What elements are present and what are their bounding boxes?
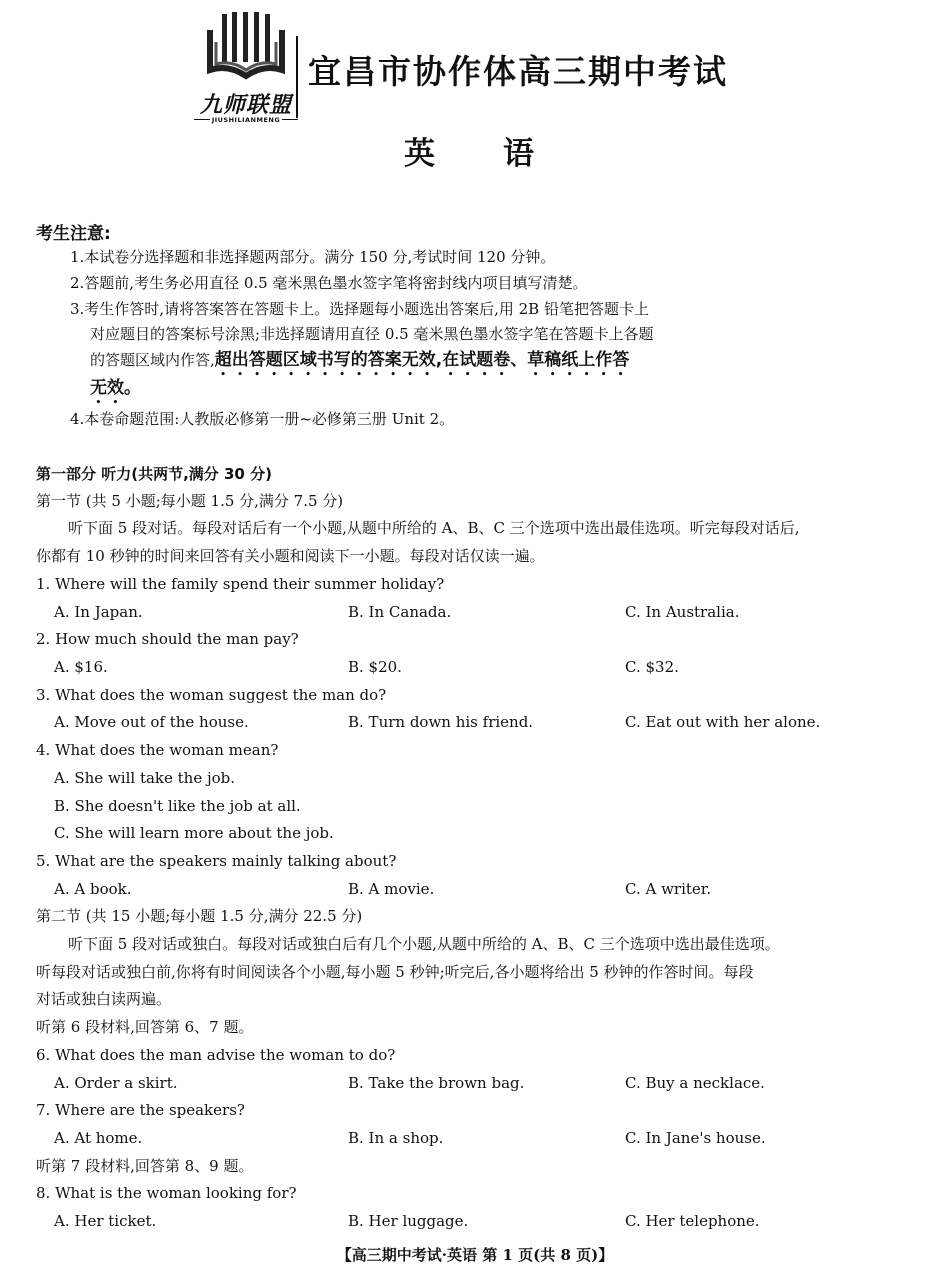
question-7-option-b: B. In a shop. bbox=[348, 1129, 444, 1147]
part1-title: 第一部分 听力(共两节,满分 30 分) bbox=[36, 465, 272, 483]
section2-instructions-1: 听下面 5 段对话或独白。每段对话或独白后有几个小题,从题中所给的 A、B、C 三个选项中选出最佳选项。 bbox=[68, 935, 780, 953]
question-2-option-c: C. $32. bbox=[625, 658, 679, 676]
question-7-option-c: C. In Jane's house. bbox=[625, 1129, 766, 1147]
section1-instructions-2: 你都有 10 秒钟的时间来回答有关小题和阅读下一小题。每段对话仅读一遍。 bbox=[36, 547, 545, 565]
material-7-heading: 听第 7 段材料,回答第 8、9 题。 bbox=[36, 1157, 254, 1175]
section2-instructions-2: 听每段对话或独白前,你将有时间阅读各个小题,每小题 5 秒钟;听完后,各小题将给出 5 秒钟的作答时间。每段 bbox=[36, 963, 754, 981]
question-4-stem: 4. What does the woman mean? bbox=[36, 741, 279, 759]
question-8-option-a: A. Her ticket. bbox=[54, 1212, 157, 1230]
section1-instructions-1: 听下面 5 段对话。每段对话后有一个小题,从题中所给的 A、B、C 三个选项中选出最佳选项。听完每段对话后, bbox=[68, 519, 800, 537]
material-6-heading: 听第 6 段材料,回答第 6、7 题。 bbox=[36, 1018, 254, 1036]
question-2-option-a: A. $16. bbox=[54, 658, 108, 676]
question-1-option-c: C. In Australia. bbox=[625, 603, 740, 621]
logo-subtitle: JIUSHILIANMENG bbox=[211, 116, 281, 124]
subject-title: 英语 bbox=[404, 136, 602, 172]
question-3-stem: 3. What does the woman suggest the man do? bbox=[36, 686, 387, 704]
section1-title: 第一节 (共 5 小题;每小题 1.5 分,满分 7.5 分) bbox=[36, 492, 344, 510]
book-logo-icon bbox=[192, 12, 300, 88]
question-1-option-b: B. In Canada. bbox=[348, 603, 452, 621]
question-2-option-b: B. $20. bbox=[348, 658, 402, 676]
section2-instructions-3: 对话或独白读两遍。 bbox=[36, 990, 172, 1008]
question-2-stem: 2. How much should the man pay? bbox=[36, 630, 299, 648]
question-6-option-a: A. Order a skirt. bbox=[54, 1074, 178, 1092]
logo-name: 九师联盟 bbox=[199, 93, 292, 118]
question-3-option-c: C. Eat out with her alone. bbox=[625, 713, 821, 731]
question-3-option-a: A. Move out of the house. bbox=[54, 713, 249, 731]
question-6-option-b: B. Take the brown bag. bbox=[348, 1074, 525, 1092]
notice-title: 考生注意: bbox=[36, 224, 111, 244]
question-7-option-a: A. At home. bbox=[54, 1129, 143, 1147]
notice-emphasis-1: 超出答题区域书写的答案无效,在试题卷、草稿纸上作答 bbox=[214, 350, 630, 370]
question-6-option-c: C. Buy a necklace. bbox=[625, 1074, 765, 1092]
question-8-option-c: C. Her telephone. bbox=[625, 1212, 760, 1230]
notice-item-3-cont2 bbox=[90, 350, 629, 380]
logo bbox=[192, 12, 300, 124]
question-6-stem: 6. What does the man advise the woman to do? bbox=[36, 1046, 396, 1064]
notice-item-1: 1.本试卷分选择题和非选择题两部分。满分 150 分,考试时间 120 分钟。 bbox=[70, 248, 556, 266]
question-1-stem: 1. Where will the family spend their summer holiday? bbox=[36, 575, 445, 593]
question-5-option-c: C. A writer. bbox=[625, 880, 712, 898]
question-7-stem: 7. Where are the speakers? bbox=[36, 1101, 245, 1119]
header-divider bbox=[296, 36, 298, 118]
question-4-option-b: B. She doesn't like the job at all. bbox=[54, 797, 301, 815]
section2-title: 第二节 (共 15 小题;每小题 1.5 分,满分 22.5 分) bbox=[36, 907, 363, 925]
notice-emphasis-line bbox=[90, 378, 141, 408]
question-5-stem: 5. What are the speakers mainly talking about? bbox=[36, 852, 397, 870]
notice-item-3: 3.考生作答时,请将答案答在答题卡上。选择题每小题选出答案后,用 2B 铅笔把答题卡上 bbox=[70, 300, 649, 318]
notice-emphasis-2: 无效。 bbox=[90, 378, 141, 398]
question-4-option-c: C. She will learn more about the job. bbox=[54, 824, 334, 842]
question-4-option-a: A. She will take the job. bbox=[54, 769, 236, 787]
notice-item-3-text: 的答题区域内作答, bbox=[90, 351, 215, 369]
question-3-option-b: B. Turn down his friend. bbox=[348, 713, 534, 731]
page-footer: 【高三期中考试·英语 第 1 页(共 8 页)】 bbox=[336, 1246, 614, 1264]
exam-title: 宜昌市协作体高三期中考试 bbox=[308, 52, 728, 91]
notice-item-2: 2.答题前,考生务必用直径 0.5 毫米黑色墨水签字笔将密封线内项目填写清楚。 bbox=[70, 274, 588, 292]
question-8-stem: 8. What is the woman looking for? bbox=[36, 1184, 297, 1202]
logo-divider-right bbox=[282, 119, 298, 120]
question-1-option-a: A. In Japan. bbox=[54, 603, 143, 621]
question-5-option-a: A. A book. bbox=[54, 880, 132, 898]
question-5-option-b: B. A movie. bbox=[348, 880, 435, 898]
question-8-option-b: B. Her luggage. bbox=[348, 1212, 469, 1230]
notice-item-4: 4.本卷命题范围:人教版必修第一册~必修第三册 Unit 2。 bbox=[70, 410, 455, 428]
notice-item-3-cont: 对应题目的答案标号涂黑;非选择题请用直径 0.5 毫米黑色墨水签字笔在答题卡上各题 bbox=[90, 325, 654, 343]
